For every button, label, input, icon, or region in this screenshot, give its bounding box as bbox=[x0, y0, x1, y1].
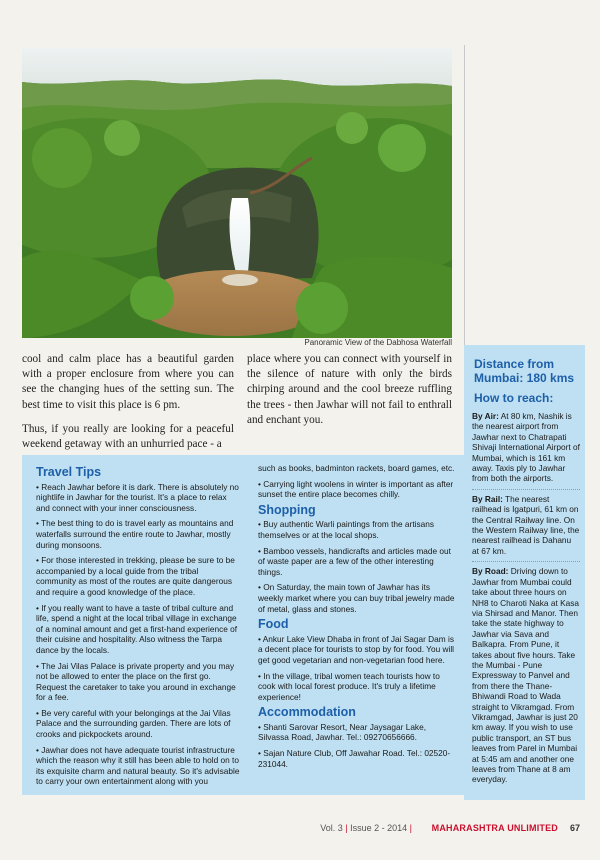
accommodation-item: • Sajan Nature Club, Off Jawahar Road. Tel.: 02520-231044. bbox=[258, 748, 451, 769]
separator: | bbox=[409, 823, 412, 833]
reach-list bbox=[472, 411, 580, 790]
reach-mode-text: At 80 km, Nashik is the nearest airport from Jawhar next to Chatrapati Shivaji International Airport of Mumbai, which is 161 km away. Taxis ply to Jawhar from both the airports. bbox=[472, 411, 580, 484]
article-column-right bbox=[247, 352, 452, 437]
tips-column-right bbox=[258, 463, 456, 774]
tip-item: • Reach Jawhar before it is dark. There is absolutely no nightlife in Jawhar for the tourist. It's a place to relax and connect with your inner consciousness. bbox=[36, 481, 239, 513]
reach-mode-label: By Road: bbox=[472, 566, 509, 577]
tip-item: • Carrying light woolens in winter is important as after sunset the entire place becomes chilly. bbox=[258, 478, 454, 500]
reach-mode-text: The nearest railhead is Igatpuri, 61 km on the Central Railway line. On the Western Railway line, the nearest railhead is Dahanu at 67 km. bbox=[472, 493, 580, 556]
reach-mode-text: Driving down to Jawhar from Mumbai could take about three hours on NH8 to Charoti Naka at Kasa via Shirsad and Manor. Then take the state highway to Jawhar via Sava and Balkapra. From Pune, it takes about five hours. Take the Mumbai - Pune Expressway to Panvel and from there the Thane-Bhiwandi Road to Wada straight to Vikramgad. From Vikramgad, Jawhar is just 20 km away. If you wish to use public transport, an ST bus leaves from Parel in Mumbai at 5:45 am and another one leaves from Thane at 8 am everyday. bbox=[472, 566, 579, 785]
tip-item: • Be very careful with your belongings at the Jai Vilas Palace and the surrounding garden. There are lots of crooks and pickpockets around. bbox=[36, 707, 231, 740]
reach-by-road bbox=[472, 561, 580, 790]
volume-label: Vol. 3 bbox=[320, 823, 343, 833]
tip-item: • For those interested in trekking, please be sure to be accompanied by a local guide from the tribal community as most of the routes are quite dangerous and require a good knowledge of the place. bbox=[36, 555, 235, 597]
how-to-reach-heading: How to reach: bbox=[474, 391, 554, 405]
tip-item: • If you really want to have a taste of tribal culture and life, spend a night at the local tribal village in exchange of a nominal amount and get a first-hand experience of their cuisine and hospitality. Also witness the Tarpa dance by the locals. bbox=[36, 602, 238, 655]
travel-tips-heading: Travel Tips bbox=[36, 465, 102, 479]
article-paragraph: cool and calm place has a beautiful garden with a proper enclosure from where you can see the changing hues of the setting sun. The best time to visit this place is 6 pm. bbox=[22, 353, 234, 411]
reach-mode-label: By Rail: bbox=[472, 493, 503, 504]
tip-item: • Jawhar does not have adequate tourist infrastructure which the reason why it still has been able to hold on to its exquisite charm and natural beauty. So it's advisable to carry your own entertainment along with you bbox=[36, 744, 240, 787]
reach-by-air bbox=[472, 411, 580, 489]
tip-item: • The Jai Vilas Palace is private property and you may not be allowed to enter the place on the first go. Request the caretaker to take you around in exchange for a fee. bbox=[36, 660, 236, 703]
issue-label: Issue 2 - 2014 bbox=[350, 823, 408, 833]
reach-mode-label: By Air: bbox=[472, 411, 499, 421]
article-column-left bbox=[22, 352, 234, 461]
page-footer bbox=[0, 818, 600, 838]
distance-info-box bbox=[464, 345, 585, 800]
accommodation-heading: Accommodation bbox=[258, 705, 356, 720]
waterfall-illustration bbox=[22, 48, 452, 338]
travel-tips-box bbox=[22, 455, 464, 795]
tip-item: • The best thing to do is travel early as mountains and waterfalls surround the entire route to Jawhar, mostly during monsoons. bbox=[36, 518, 234, 550]
tips-column-left bbox=[36, 463, 240, 792]
article-paragraph: Thus, if you really are looking for a peaceful weekend getaway with an unhurried pace - a bbox=[22, 422, 234, 451]
waterfall-photo bbox=[22, 48, 452, 338]
shopping-item: • On Saturday, the main town of Jawhar has its weekly market where you can buy tribal jewelry made of metal, glass and stones. bbox=[258, 582, 455, 614]
separator: | bbox=[345, 823, 348, 833]
reach-by-rail bbox=[472, 489, 580, 561]
issue-info bbox=[320, 823, 412, 833]
food-item: • In the village, tribal women teach tourists how to cook with local forest produce. It's truly a lifetime experience! bbox=[258, 670, 440, 702]
page-number: 67 bbox=[569, 823, 580, 833]
accommodation-item: • Shanti Sarovar Resort, Near Jaysagar Lake, Silvassa Road, Jawhar. Tel.: 09270656666. bbox=[258, 721, 426, 743]
shopping-item: • Bamboo vessels, handicrafts and articles made out of waste paper are a few of the other interesting things. bbox=[258, 545, 451, 577]
column-divider bbox=[464, 45, 465, 345]
shopping-heading: Shopping bbox=[258, 502, 316, 517]
article-paragraph: place where you can connect with yourself in the silence of nature with only the birds chirping around and the cool breeze ruffling the trees - then Jawhar will not fail to enthrall and enchant you. bbox=[247, 353, 452, 426]
food-heading: Food bbox=[258, 617, 289, 632]
photo-caption: Panoramic View of the Dabhosa Waterfall bbox=[304, 338, 452, 347]
tip-continued: such as books, badminton rackets, board games, etc. bbox=[258, 463, 455, 473]
magazine-name: MAHARASHTRA UNLIMITED bbox=[431, 823, 558, 833]
food-item: • Ankur Lake View Dhaba in front of Jai Sagar Dam is a decent place for tourists to stop by for food. You will get good vegetarian and non-vegetarian food here. bbox=[258, 633, 455, 665]
distance-title: Distance from Mumbai: 180 kms bbox=[474, 357, 575, 385]
shopping-item: • Buy authentic Warli paintings from the artisans themselves or at the local shops. bbox=[258, 519, 434, 540]
